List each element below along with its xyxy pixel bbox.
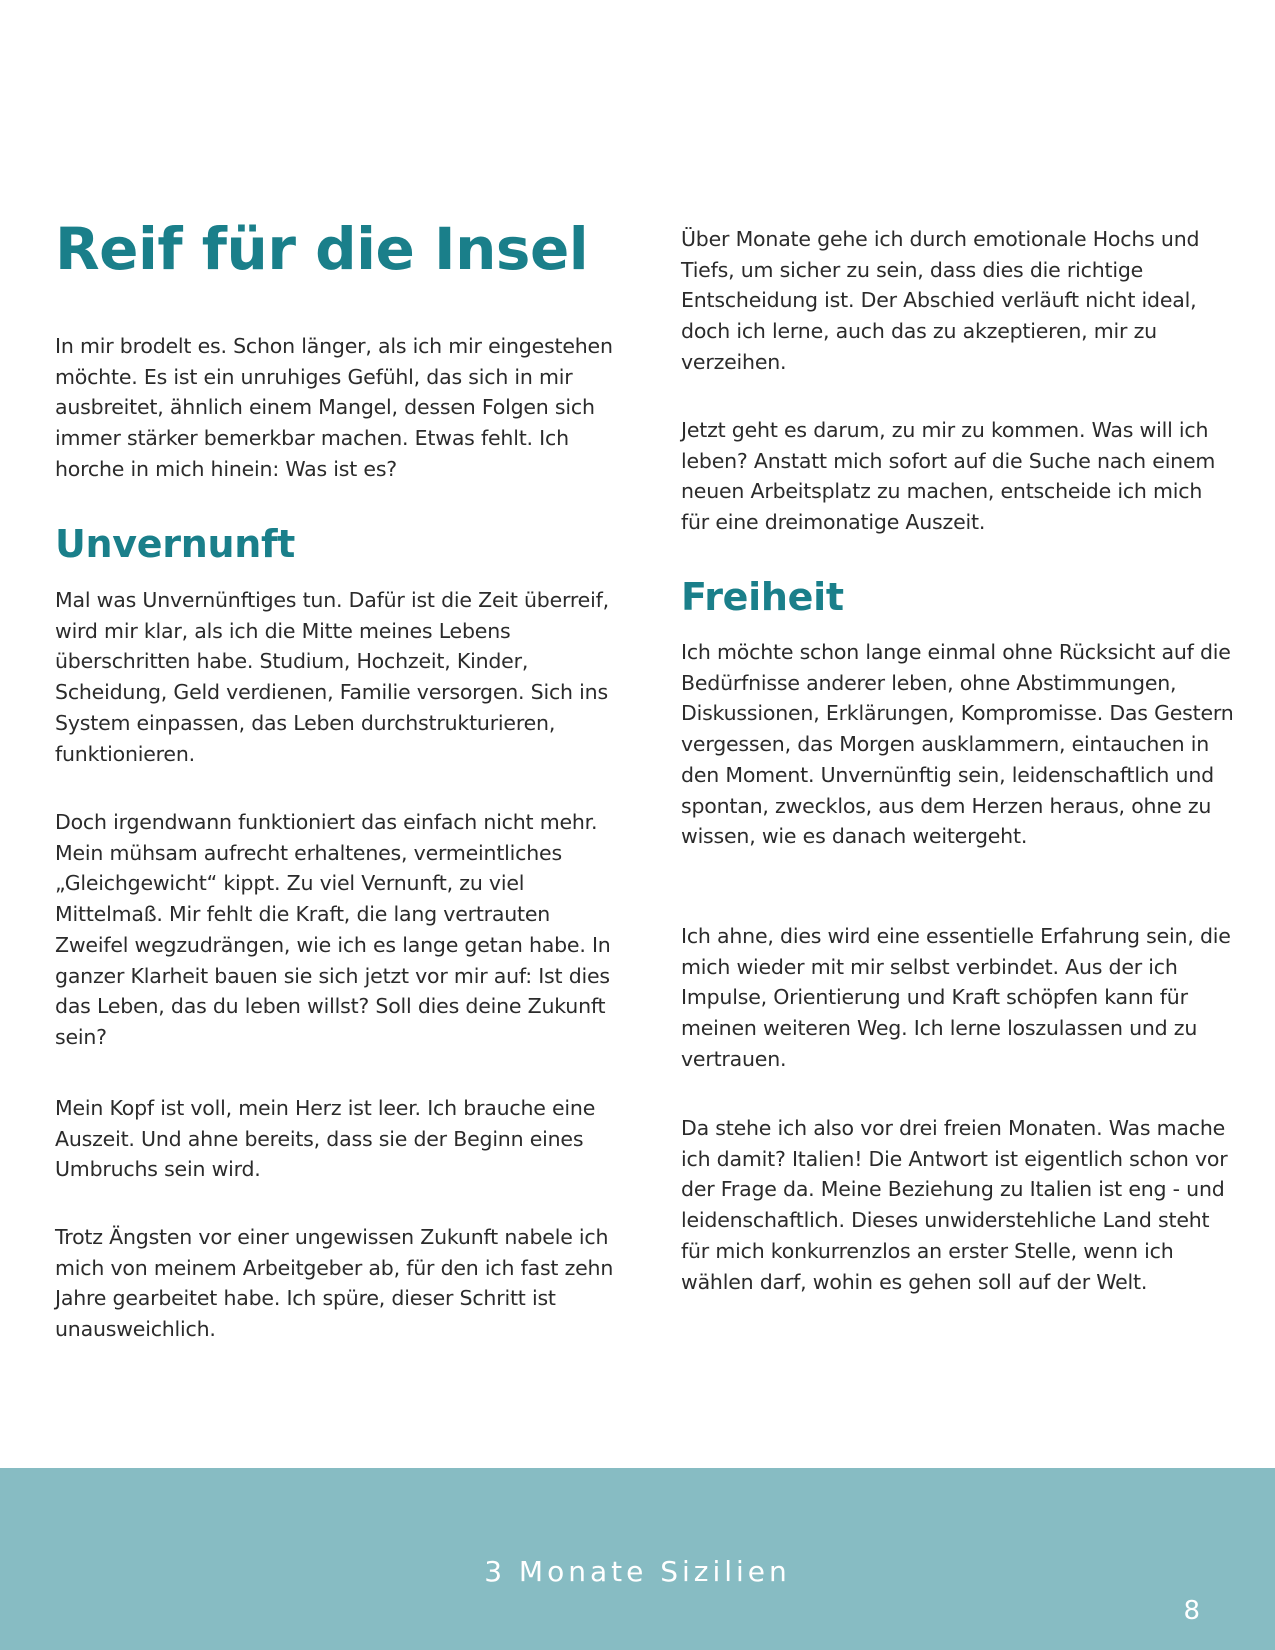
heading-freiheit: Freiheit — [681, 575, 844, 619]
paragraph-left-4: Trotz Ängsten vor einer ungewissen Zukunft nabele ich mich von meinem Arbeitgeber ab, für den ich fast zehn Jahre gearbeitet habe. Ich spüre, dieser Schritt ist unausweichlich. — [55, 1225, 614, 1342]
paragraph-left-1: Mal was Unvernünftiges tun. Dafür ist die Zeit überreif, wird mir klar, als ich die Mitte meines Lebens überschritten habe. Studium, Hochzeit, Kinder, Scheidung, Geld verdienen, Familie versorgen. Sich ins System einpassen, das Leben durchstrukturieren, funktionieren. — [55, 588, 609, 766]
paragraph-right-4: Ich ahne, dies wird eine essentielle Erfahrung sein, die mich wieder mit mir selbst verbindet. Aus der ich Impulse, Orientierung und Kraft schöpfen kann für meinen weiteren Weg. Ich lerne loszulassen und zu vertrauen. — [681, 924, 1231, 1071]
paragraph-right-1: Über Monate gehe ich durch emotionale Hochs und Tiefs, um sicher zu sein, dass dies die richtige Entscheidung ist. Der Abschied verläuft nicht ideal, doch ich lerne, auch das zu akzeptieren, mir zu verzeihen. — [681, 227, 1200, 374]
paragraph-left-2: Doch irgendwann funktioniert das einfach nicht mehr. Mein mühsam aufrecht erhaltenes, vermeintliches „Gleichgewicht“ kippt. Zu viel Vernunft, zu viel Mittelmaß. Mir fehlt die Kraft, die lang vertrauten Zweifel wegzudrängen, wie ich es lange getan habe. In ganzer Klarheit bauen sie sich jetzt vor mir auf: Ist dies das Leben, das du leben willst? Soll dies deine Zukunft sein? — [55, 810, 611, 1049]
intro-paragraph: In mir brodelt es. Schon länger, als ich mir eingestehen möchte. Es ist ein unruhiges Gefühl, das sich in mir ausbreitet, ähnlich einem Mangel, dessen Folgen sich immer stärker bemerkbar machen. Etwas fehlt. Ich horche in mich hinein: Was ist es? — [55, 334, 613, 481]
footer-title: 3 Monate Sizilien — [484, 1555, 791, 1588]
footer-band — [0, 1468, 1275, 1650]
heading-unvernunft: Unvernunft — [55, 522, 296, 566]
page-number: 8 — [1183, 1596, 1200, 1626]
paragraph-left-3: Mein Kopf ist voll, mein Herz ist leer. Ich brauche eine Auszeit. Und ahne bereits, dass sie der Beginn eines Umbruchs sein wird. — [55, 1096, 596, 1182]
paragraph-right-2: Jetzt geht es darum, zu mir zu kommen. Was will ich leben? Anstatt mich sofort auf die Suche nach einem neuen Arbeitsplatz zu machen, entscheide ich mich für eine dreimonatige Auszeit. — [681, 418, 1216, 535]
paragraph-right-5: Da stehe ich also vor drei freien Monaten. Was mache ich damit? Italien! Die Antwort ist eigentlich schon vor der Frage da. Meine Beziehung zu Italien ist eng - und leidenschaftlich. Dieses unwiderstehliche Land steht für mich konkurrenzlos an erster Stelle, wenn ich wählen darf, wohin es gehen soll auf der Welt. — [681, 1116, 1228, 1294]
paragraph-right-3: Ich möchte schon lange einmal ohne Rücksicht auf die Bedürfnisse anderer leben, ohne Abstimmungen, Diskussionen, Erklärungen, Kompromisse. Das Gestern vergessen, das Morgen ausklammern, eintauchen in den Moment. Unvernünftig sein, leidenschaftlich und spontan, zwecklos, aus dem Herzen heraus, ohne zu wissen, wie es danach weitergeht. — [681, 640, 1234, 849]
page-title: Reif für die Insel — [55, 215, 589, 283]
